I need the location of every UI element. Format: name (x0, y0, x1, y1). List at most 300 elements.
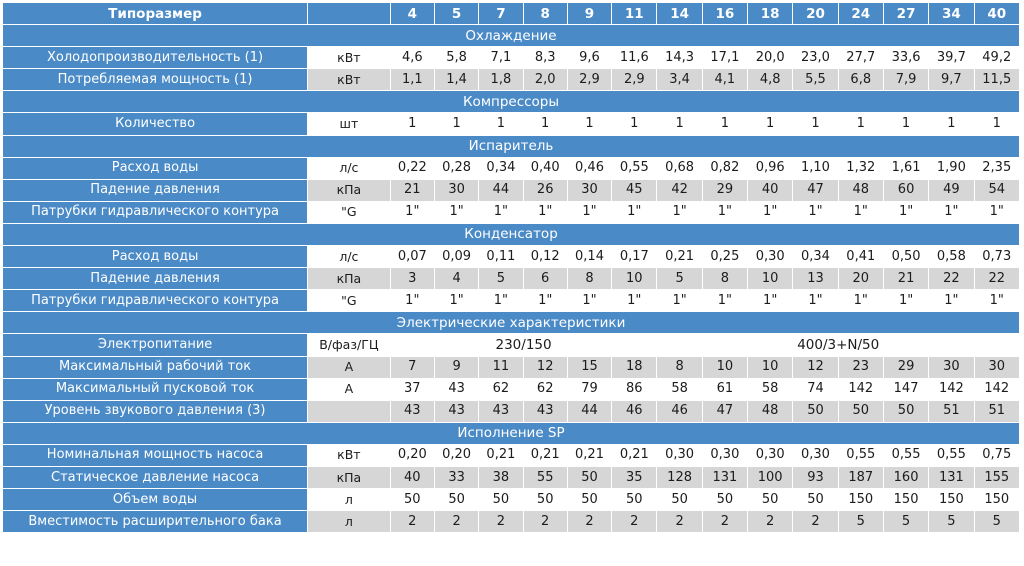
value-cell: 4,1 (702, 69, 747, 91)
size-header-cell: 4 (390, 3, 434, 25)
value-cell: 10 (748, 268, 793, 290)
value-cell: 1 (434, 113, 478, 135)
row-label: Максимальный пусковой ток (3, 378, 308, 400)
value-cell: 8 (567, 268, 611, 290)
row-label: Холодопроизводительность (1) (3, 47, 308, 69)
value-cell: 1" (657, 290, 702, 312)
value-cell: 47 (793, 179, 838, 201)
table-row (3, 113, 1020, 135)
value-cell: 1" (748, 290, 793, 312)
value-cell: 2,0 (523, 69, 567, 91)
value-cell: 30 (434, 179, 478, 201)
value-cell: 11,5 (974, 69, 1019, 91)
value-cell: 1" (657, 201, 702, 223)
row-unit: "G (308, 290, 391, 312)
value-cell: 0,21 (657, 246, 702, 268)
value-cell: 50 (883, 400, 928, 422)
value-cell: 0,96 (748, 157, 793, 179)
value-cell: 1 (974, 113, 1019, 135)
value-cell: 0,25 (702, 246, 747, 268)
value-cell: 20 (838, 268, 883, 290)
section-title: Охлаждение (3, 25, 1020, 47)
value-cell: 4,8 (748, 69, 793, 91)
value-cell: 5 (883, 511, 928, 533)
value-cell: 1" (929, 201, 974, 223)
size-header-cell: 9 (567, 3, 611, 25)
value-cell: 0,07 (390, 246, 434, 268)
header-row (3, 3, 1020, 25)
size-header-cell: 27 (883, 3, 928, 25)
value-cell: 0,58 (929, 246, 974, 268)
value-cell: 1,32 (838, 157, 883, 179)
value-cell: 22 (974, 268, 1019, 290)
row-label: Статическое давление насоса (3, 466, 308, 488)
table-row (3, 246, 1020, 268)
value-cell: 58 (657, 378, 702, 400)
row-unit (308, 400, 391, 422)
value-cell: 1,61 (883, 157, 928, 179)
value-cell: 150 (883, 489, 928, 511)
value-cell: 35 (612, 466, 657, 488)
value-cell: 86 (612, 378, 657, 400)
value-cell: 2 (390, 511, 434, 533)
row-label: Уровень звукового давления (3) (3, 400, 308, 422)
value-cell: 0,40 (523, 157, 567, 179)
value-cell: 10 (748, 356, 793, 378)
value-cell: 0,50 (883, 246, 928, 268)
value-cell: 50 (612, 489, 657, 511)
value-cell: 55 (523, 466, 567, 488)
row-label: Падение давления (3, 179, 308, 201)
value-cell: 6,8 (838, 69, 883, 91)
value-cell: 1 (883, 113, 928, 135)
value-cell: 40 (390, 466, 434, 488)
value-cell: 1" (523, 290, 567, 312)
value-cell: 7,1 (479, 47, 523, 69)
value-cell: 0,73 (974, 246, 1019, 268)
value-cell: 2 (434, 511, 478, 533)
value-cell: 2 (702, 511, 747, 533)
value-cell: 4 (434, 268, 478, 290)
value-cell: 0,17 (612, 246, 657, 268)
value-cell: 128 (657, 466, 702, 488)
power-group-three-phase: 400/3+N/50 (657, 334, 1020, 356)
value-cell: 44 (479, 179, 523, 201)
size-header-cell: 18 (748, 3, 793, 25)
value-cell: 50 (838, 400, 883, 422)
section-header-row (3, 422, 1020, 444)
value-cell: 0,82 (702, 157, 747, 179)
row-unit: кВт (308, 444, 391, 466)
table-row (3, 356, 1020, 378)
row-unit: кВт (308, 47, 391, 69)
value-cell: 51 (974, 400, 1019, 422)
value-cell: 0,55 (883, 444, 928, 466)
value-cell: 1" (479, 201, 523, 223)
value-cell: 3,4 (657, 69, 702, 91)
value-cell: 1 (748, 113, 793, 135)
value-cell: 5 (479, 268, 523, 290)
value-cell: 33,6 (883, 47, 928, 69)
value-cell: 47 (702, 400, 747, 422)
value-cell: 0,20 (390, 444, 434, 466)
value-cell: 50 (434, 489, 478, 511)
value-cell: 33 (434, 466, 478, 488)
value-cell: 20,0 (748, 47, 793, 69)
value-cell: 1" (567, 201, 611, 223)
value-cell: 1" (702, 201, 747, 223)
size-header-cell: 16 (702, 3, 747, 25)
row-label: Вместимость расширительного бака (3, 511, 308, 533)
value-cell: 0,55 (929, 444, 974, 466)
row-label: Максимальный рабочий ток (3, 356, 308, 378)
row-unit: л (308, 489, 391, 511)
value-cell: 61 (702, 378, 747, 400)
value-cell: 62 (523, 378, 567, 400)
value-cell: 0,55 (612, 157, 657, 179)
value-cell: 1" (974, 201, 1019, 223)
value-cell: 1" (434, 201, 478, 223)
header-title: Типоразмер (3, 3, 308, 25)
table-row (3, 47, 1020, 69)
value-cell: 12 (793, 356, 838, 378)
value-cell: 15 (567, 356, 611, 378)
value-cell: 0,30 (793, 444, 838, 466)
value-cell: 2 (657, 511, 702, 533)
row-unit: кВт (308, 69, 391, 91)
row-label: Номинальная мощность насоса (3, 444, 308, 466)
value-cell: 10 (702, 356, 747, 378)
value-cell: 8,3 (523, 47, 567, 69)
value-cell: 6 (523, 268, 567, 290)
value-cell: 11,6 (612, 47, 657, 69)
value-cell: 50 (657, 489, 702, 511)
value-cell: 40 (748, 179, 793, 201)
value-cell: 1" (702, 290, 747, 312)
value-cell: 21 (390, 179, 434, 201)
row-label: Количество (3, 113, 308, 135)
value-cell: 4,6 (390, 47, 434, 69)
table-row (3, 466, 1020, 488)
value-cell: 0,34 (479, 157, 523, 179)
value-cell: 58 (748, 378, 793, 400)
value-cell: 1,10 (793, 157, 838, 179)
value-cell: 1" (390, 201, 434, 223)
value-cell: 49,2 (974, 47, 1019, 69)
value-cell: 1" (748, 201, 793, 223)
value-cell: 9 (434, 356, 478, 378)
value-cell: 0,30 (748, 246, 793, 268)
value-cell: 51 (929, 400, 974, 422)
size-header-cell: 7 (479, 3, 523, 25)
value-cell: 14,3 (657, 47, 702, 69)
value-cell: 0,28 (434, 157, 478, 179)
value-cell: 100 (748, 466, 793, 488)
value-cell: 1,4 (434, 69, 478, 91)
value-cell: 1 (657, 113, 702, 135)
value-cell: 2 (567, 511, 611, 533)
value-cell: 142 (929, 378, 974, 400)
row-label: Электропитание (3, 334, 308, 356)
section-header-row (3, 223, 1020, 245)
table-row (3, 69, 1020, 91)
value-cell: 5,5 (793, 69, 838, 91)
value-cell: 48 (838, 179, 883, 201)
power-group-single-phase: 230/150 (390, 334, 657, 356)
value-cell: 26 (523, 179, 567, 201)
value-cell: 142 (974, 378, 1019, 400)
value-cell: 54 (974, 179, 1019, 201)
row-label: Патрубки гидравлического контура (3, 290, 308, 312)
value-cell: 147 (883, 378, 928, 400)
value-cell: 1,8 (479, 69, 523, 91)
value-cell: 2 (479, 511, 523, 533)
value-cell: 150 (838, 489, 883, 511)
row-unit: кПа (308, 179, 391, 201)
value-cell: 2 (793, 511, 838, 533)
specifications-table (2, 2, 1020, 533)
value-cell: 0,46 (567, 157, 611, 179)
value-cell: 38 (479, 466, 523, 488)
section-header-row (3, 91, 1020, 113)
value-cell: 0,14 (567, 246, 611, 268)
value-cell: 1 (523, 113, 567, 135)
value-cell: 29 (702, 179, 747, 201)
value-cell: 0,30 (702, 444, 747, 466)
value-cell: 2,35 (974, 157, 1019, 179)
value-cell: 7,9 (883, 69, 928, 91)
value-cell: 18 (612, 356, 657, 378)
value-cell: 50 (479, 489, 523, 511)
row-unit: А (308, 378, 391, 400)
value-cell: 0,34 (793, 246, 838, 268)
value-cell: 1,1 (390, 69, 434, 91)
value-cell: 43 (434, 378, 478, 400)
value-cell: 187 (838, 466, 883, 488)
value-cell: 27,7 (838, 47, 883, 69)
row-unit: шт (308, 113, 391, 135)
row-unit: л/с (308, 157, 391, 179)
value-cell: 8 (702, 268, 747, 290)
value-cell: 1" (838, 201, 883, 223)
row-unit: л (308, 511, 391, 533)
value-cell: 2 (612, 511, 657, 533)
section-title: Испаритель (3, 135, 1020, 157)
value-cell: 44 (567, 400, 611, 422)
value-cell: 11 (479, 356, 523, 378)
value-cell: 1 (390, 113, 434, 135)
value-cell: 43 (434, 400, 478, 422)
size-header-cell: 11 (612, 3, 657, 25)
value-cell: 30 (974, 356, 1019, 378)
row-label: Потребляемая мощность (1) (3, 69, 308, 91)
value-cell: 50 (793, 400, 838, 422)
value-cell: 8 (657, 356, 702, 378)
row-unit: кПа (308, 466, 391, 488)
row-unit: "G (308, 201, 391, 223)
value-cell: 155 (974, 466, 1019, 488)
table-row (3, 489, 1020, 511)
section-header-row (3, 135, 1020, 157)
table-row (3, 444, 1020, 466)
value-cell: 0,21 (479, 444, 523, 466)
value-cell: 1" (838, 290, 883, 312)
size-header-cell: 40 (974, 3, 1019, 25)
value-cell: 1" (612, 201, 657, 223)
section-title: Конденсатор (3, 223, 1020, 245)
value-cell: 1 (838, 113, 883, 135)
table-row (3, 400, 1020, 422)
value-cell: 49 (929, 179, 974, 201)
section-title: Компрессоры (3, 91, 1020, 113)
value-cell: 9,7 (929, 69, 974, 91)
value-cell: 0,21 (567, 444, 611, 466)
value-cell: 93 (793, 466, 838, 488)
value-cell: 17,1 (702, 47, 747, 69)
value-cell: 12 (523, 356, 567, 378)
size-header-cell: 14 (657, 3, 702, 25)
value-cell: 46 (657, 400, 702, 422)
value-cell: 39,7 (929, 47, 974, 69)
row-label: Расход воды (3, 246, 308, 268)
value-cell: 1" (479, 290, 523, 312)
value-cell: 1" (523, 201, 567, 223)
value-cell: 1" (434, 290, 478, 312)
value-cell: 50 (390, 489, 434, 511)
size-header-cell: 24 (838, 3, 883, 25)
value-cell: 29 (883, 356, 928, 378)
value-cell: 1" (567, 290, 611, 312)
section-header-row (3, 25, 1020, 47)
value-cell: 2 (748, 511, 793, 533)
value-cell: 5 (929, 511, 974, 533)
section-title: Исполнение SP (3, 422, 1020, 444)
table-row (3, 268, 1020, 290)
value-cell: 50 (748, 489, 793, 511)
value-cell: 0,20 (434, 444, 478, 466)
value-cell: 1" (390, 290, 434, 312)
value-cell: 1 (479, 113, 523, 135)
value-cell: 50 (523, 489, 567, 511)
value-cell: 23 (838, 356, 883, 378)
value-cell: 48 (748, 400, 793, 422)
size-header-cell: 5 (434, 3, 478, 25)
table-row (3, 511, 1020, 533)
value-cell: 21 (883, 268, 928, 290)
value-cell: 0,11 (479, 246, 523, 268)
value-cell: 45 (612, 179, 657, 201)
value-cell: 50 (567, 466, 611, 488)
value-cell: 1" (883, 290, 928, 312)
table-row (3, 201, 1020, 223)
value-cell: 0,21 (612, 444, 657, 466)
row-label: Патрубки гидравлического контура (3, 201, 308, 223)
value-cell: 46 (612, 400, 657, 422)
size-header-cell: 20 (793, 3, 838, 25)
size-header-cell: 8 (523, 3, 567, 25)
value-cell: 150 (929, 489, 974, 511)
value-cell: 3 (390, 268, 434, 290)
table-row (3, 157, 1020, 179)
value-cell: 0,30 (748, 444, 793, 466)
value-cell: 1 (793, 113, 838, 135)
value-cell: 1" (793, 290, 838, 312)
value-cell: 2,9 (612, 69, 657, 91)
value-cell: 50 (702, 489, 747, 511)
value-cell: 0,09 (434, 246, 478, 268)
value-cell: 0,55 (838, 444, 883, 466)
value-cell: 5,8 (434, 47, 478, 69)
value-cell: 0,41 (838, 246, 883, 268)
table-row (3, 290, 1020, 312)
table-row (3, 378, 1020, 400)
value-cell: 13 (793, 268, 838, 290)
value-cell: 131 (702, 466, 747, 488)
value-cell: 1 (612, 113, 657, 135)
value-cell: 0,21 (523, 444, 567, 466)
value-cell: 0,30 (657, 444, 702, 466)
row-unit: кПа (308, 268, 391, 290)
row-unit: л/с (308, 246, 391, 268)
value-cell: 74 (793, 378, 838, 400)
row-unit: В/фаз/ГЦ (308, 334, 391, 356)
value-cell: 9,6 (567, 47, 611, 69)
value-cell: 43 (390, 400, 434, 422)
value-cell: 1" (883, 201, 928, 223)
value-cell: 43 (479, 400, 523, 422)
value-cell: 30 (567, 179, 611, 201)
value-cell: 1" (929, 290, 974, 312)
value-cell: 1 (567, 113, 611, 135)
value-cell: 1" (793, 201, 838, 223)
row-label: Расход воды (3, 157, 308, 179)
value-cell: 1 (929, 113, 974, 135)
value-cell: 10 (612, 268, 657, 290)
value-cell: 23,0 (793, 47, 838, 69)
value-cell: 60 (883, 179, 928, 201)
value-cell: 62 (479, 378, 523, 400)
value-cell: 5 (974, 511, 1019, 533)
value-cell: 2 (523, 511, 567, 533)
value-cell: 2,9 (567, 69, 611, 91)
power-supply-row (3, 334, 1020, 356)
table-row (3, 179, 1020, 201)
value-cell: 79 (567, 378, 611, 400)
section-title: Электрические характеристики (3, 312, 1020, 334)
value-cell: 5 (657, 268, 702, 290)
value-cell: 30 (929, 356, 974, 378)
value-cell: 37 (390, 378, 434, 400)
row-label: Объем воды (3, 489, 308, 511)
value-cell: 142 (838, 378, 883, 400)
section-header-row (3, 312, 1020, 334)
header-unit-cell (308, 3, 391, 25)
value-cell: 50 (793, 489, 838, 511)
value-cell: 22 (929, 268, 974, 290)
value-cell: 0,22 (390, 157, 434, 179)
value-cell: 1 (702, 113, 747, 135)
value-cell: 7 (390, 356, 434, 378)
row-label: Падение давления (3, 268, 308, 290)
value-cell: 0,75 (974, 444, 1019, 466)
value-cell: 1,90 (929, 157, 974, 179)
value-cell: 131 (929, 466, 974, 488)
value-cell: 160 (883, 466, 928, 488)
value-cell: 1" (974, 290, 1019, 312)
value-cell: 43 (523, 400, 567, 422)
value-cell: 42 (657, 179, 702, 201)
value-cell: 50 (567, 489, 611, 511)
